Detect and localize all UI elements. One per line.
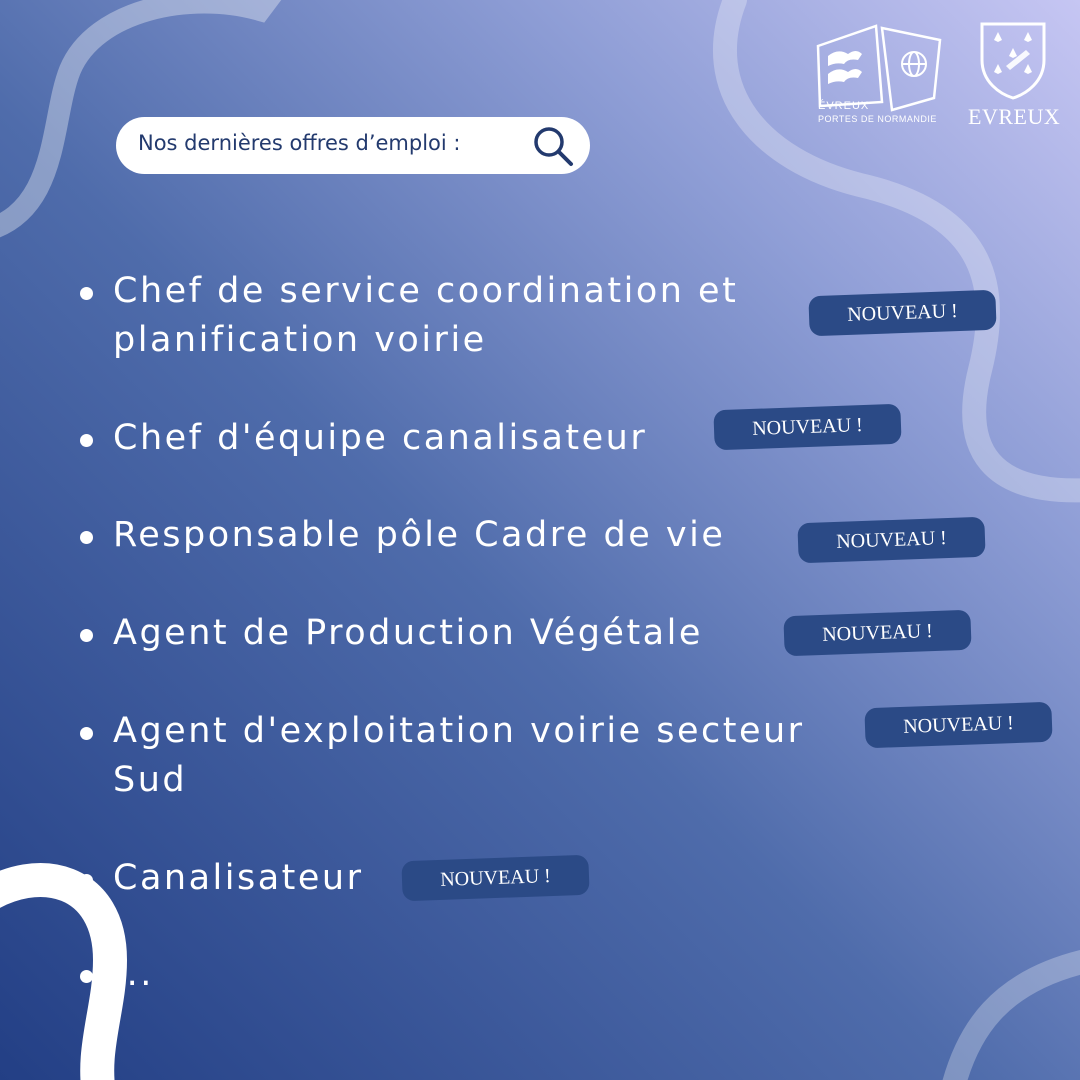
bullet-icon xyxy=(80,874,93,887)
job-title-line: Sud xyxy=(113,760,188,800)
bullet-icon xyxy=(80,531,93,544)
new-badge: NOUVEAU ! xyxy=(713,404,901,451)
job-title-line: Agent d'exploitation voirie secteur xyxy=(113,711,805,751)
new-badge: NOUVEAU ! xyxy=(401,855,589,902)
new-badge: NOUVEAU ! xyxy=(808,290,996,337)
bullet-icon xyxy=(80,629,93,642)
bullet-icon xyxy=(80,727,93,740)
bullet-icon xyxy=(80,970,93,983)
new-badge: NOUVEAU ! xyxy=(783,610,971,657)
more-ellipsis: ... xyxy=(113,954,154,994)
job-title: Canalisateur xyxy=(113,858,364,898)
city-crest-icon xyxy=(978,20,1048,100)
job-title-line: Chef de service coordination et xyxy=(113,271,739,311)
new-badge: NOUVEAU ! xyxy=(864,702,1052,749)
bullet-icon xyxy=(80,287,93,300)
agglo-logo-line2: PORTES DE NORMANDIE xyxy=(818,114,937,124)
job-search-bar[interactable] xyxy=(116,117,590,174)
job-title: Responsable pôle Cadre de vie xyxy=(113,515,726,555)
search-label: Nos dernières offres d’emploi : xyxy=(138,131,461,155)
job-title xyxy=(113,707,805,805)
agglo-logo-line1: ÉVREUX xyxy=(818,100,870,112)
new-badge: NOUVEAU ! xyxy=(797,517,985,564)
job-title-line: planification voirie xyxy=(113,320,487,360)
job-title: Agent de Production Végétale xyxy=(113,613,703,653)
search-icon[interactable] xyxy=(530,123,576,169)
job-title xyxy=(113,267,738,365)
city-logo-label: EVREUX xyxy=(968,104,1061,129)
bullet-icon xyxy=(80,434,93,447)
job-title: Chef d'équipe canalisateur xyxy=(113,418,648,458)
